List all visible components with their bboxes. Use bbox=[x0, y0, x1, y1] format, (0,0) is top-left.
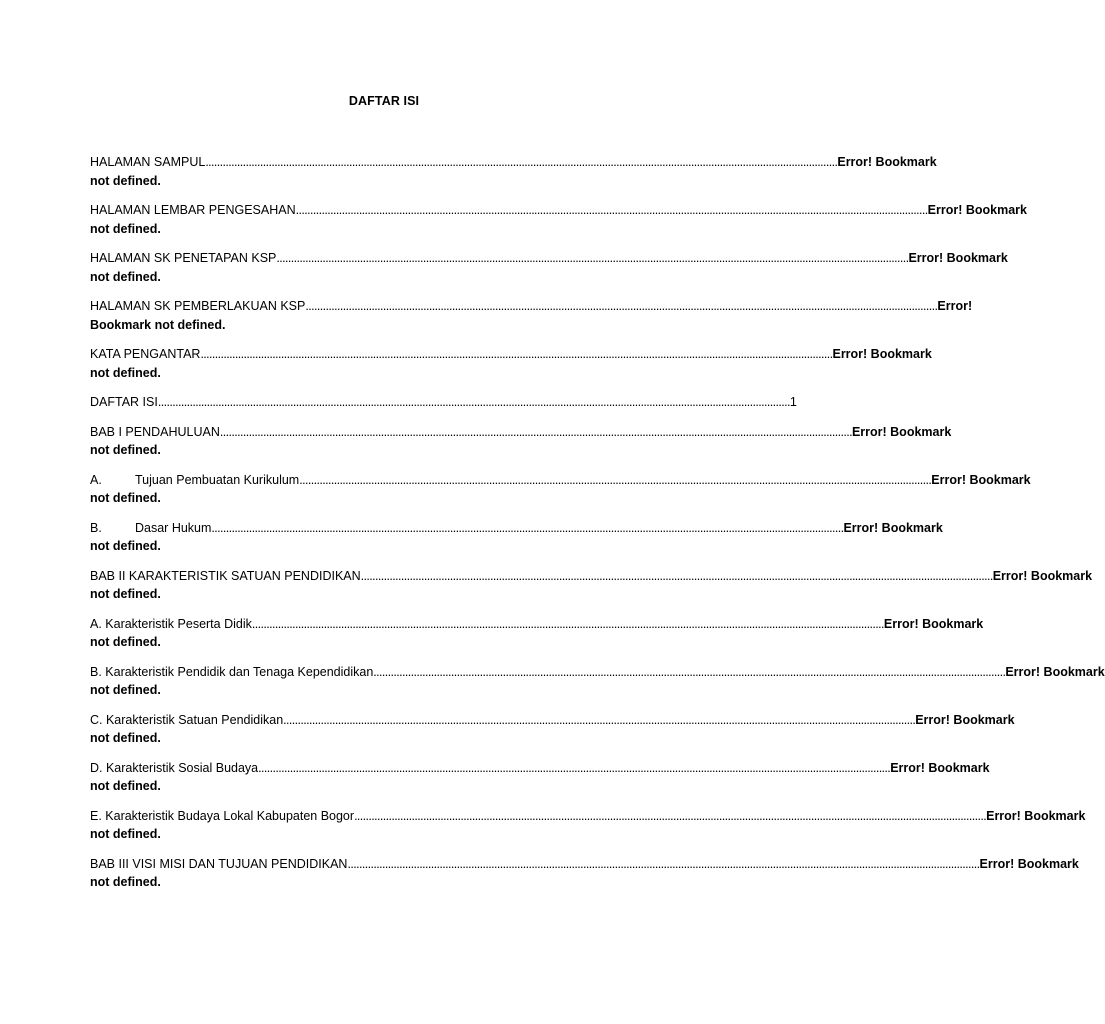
toc-error-continuation: not defined. bbox=[90, 683, 161, 697]
toc-error-continuation: not defined. bbox=[90, 365, 161, 380]
toc-label: E. Karakteristik Budaya Lokal Kabupaten Bogor bbox=[90, 808, 355, 823]
toc-label: A. Karakteristik Peserta Didik bbox=[90, 616, 252, 631]
toc-leader-dots: ............................................................................................................................................................................................................................ bbox=[305, 299, 938, 313]
toc-error-text: Error! Bookmark bbox=[851, 424, 952, 439]
toc-error-text: Error! Bookmark bbox=[986, 808, 1086, 823]
toc-entry-karakteristik-sosial-budaya bbox=[90, 759, 990, 796]
toc-entry-lembar-pengesahan bbox=[90, 201, 1027, 238]
toc-error-text: Error! bbox=[937, 299, 973, 313]
toc-error-continuation: not defined. bbox=[90, 827, 161, 841]
toc-entry-daftar-isi bbox=[90, 393, 797, 412]
toc-label: Dasar Hukum bbox=[135, 520, 212, 535]
toc-leader-dots: ............................................................................................................................................................................................................................ bbox=[205, 155, 838, 169]
toc-label: HALAMAN LEMBAR PENGESAHAN bbox=[90, 203, 296, 217]
toc-entry-halaman-sampul bbox=[90, 153, 937, 190]
toc-error-text: Error! Bookmark bbox=[890, 760, 990, 775]
toc-label: BAB II KARAKTERISTIK SATUAN PENDIDIKAN bbox=[90, 568, 361, 583]
toc-leader-dots: ............................................................................................................................................................................................................................ bbox=[354, 808, 987, 823]
toc-error-text: Error! Bookmark bbox=[979, 856, 1079, 871]
toc-label: HALAMAN SK PEMBERLAKUAN KSP bbox=[90, 299, 306, 313]
toc-entry-dasar-hukum bbox=[90, 519, 943, 556]
toc-error-continuation: not defined. bbox=[90, 731, 161, 745]
table-of-contents bbox=[90, 153, 1105, 903]
toc-leader-dots: ............................................................................................................................................................................................................................ bbox=[211, 520, 844, 535]
toc-entry-karakteristik-satuan-pendidikan bbox=[90, 711, 1015, 748]
toc-leader-dots: ............................................................................................................................................................................................................................ bbox=[251, 616, 884, 631]
toc-entry-bab-ii bbox=[90, 567, 1093, 604]
toc-entry-sk-pemberlakuan bbox=[90, 297, 973, 334]
toc-leader-dots: ............................................................................................................................................................................................................................ bbox=[258, 760, 891, 775]
toc-entry-karakteristik-peserta-didik bbox=[90, 615, 984, 652]
toc-error-continuation: not defined. bbox=[90, 779, 161, 793]
toc-page-number: 1 bbox=[789, 395, 797, 409]
toc-error-text: Error! Bookmark bbox=[837, 155, 937, 169]
toc-error-continuation: not defined. bbox=[90, 173, 161, 188]
page-title: DAFTAR ISI bbox=[348, 94, 420, 108]
toc-leader-dots: ............................................................................................................................................................................................................................ bbox=[200, 347, 833, 361]
toc-error-continuation: not defined. bbox=[90, 539, 161, 553]
toc-error-text: Error! Bookmark bbox=[1005, 664, 1105, 679]
toc-error-continuation: not defined. bbox=[90, 443, 161, 457]
toc-leader-dots: ............................................................................................................................................................................................................................ bbox=[299, 472, 932, 487]
toc-label: BAB III VISI MISI DAN TUJUAN PENDIDIKAN bbox=[90, 856, 348, 871]
toc-entry-tujuan-pembuatan-kurikulum bbox=[90, 471, 1031, 508]
toc-entry-sk-penetapan bbox=[90, 249, 1008, 286]
toc-label: HALAMAN SK PENETAPAN KSP bbox=[90, 251, 277, 265]
toc-error-continuation: Bookmark not defined. bbox=[90, 317, 226, 332]
toc-leader-dots: ............................................................................................................................................................................................................................ bbox=[219, 424, 852, 439]
toc-error-continuation: not defined. bbox=[90, 269, 161, 284]
toc-entry-bab-iii bbox=[90, 855, 1079, 892]
toc-leader-dots: ............................................................................................................................................................................................................................ bbox=[283, 712, 916, 727]
toc-error-continuation: not defined. bbox=[90, 875, 161, 889]
toc-error-continuation: not defined. bbox=[90, 635, 161, 649]
toc-entry-budaya-lokal-bogor bbox=[90, 807, 1086, 844]
toc-error-text: Error! Bookmark bbox=[843, 520, 943, 535]
toc-error-text: Error! Bookmark bbox=[832, 347, 932, 361]
toc-error-continuation: not defined. bbox=[90, 491, 161, 505]
toc-error-text: Error! Bookmark bbox=[915, 712, 1015, 727]
toc-prefix: B. bbox=[90, 520, 102, 535]
toc-leader-dots: ............................................................................................................................................................................................................................ bbox=[295, 203, 928, 217]
toc-error-text: Error! Bookmark bbox=[927, 203, 1027, 217]
toc-leader-dots: ............................................................................................................................................................................................................................ bbox=[360, 568, 993, 583]
toc-error-continuation: not defined. bbox=[90, 221, 161, 236]
toc-leader-dots: ............................................................................................................................................................................................................................ bbox=[157, 395, 790, 409]
toc-label: D. Karakteristik Sosial Budaya bbox=[90, 760, 259, 775]
toc-entry-karakteristik-pendidik bbox=[90, 663, 1105, 700]
toc-error-text: Error! Bookmark bbox=[883, 616, 984, 631]
toc-leader-dots: ............................................................................................................................................................................................................................ bbox=[373, 664, 1006, 679]
toc-label: BAB I PENDAHULUAN bbox=[90, 424, 220, 439]
toc-label: Tujuan Pembuatan Kurikulum bbox=[135, 472, 300, 487]
toc-leader-dots: ............................................................................................................................................................................................................................ bbox=[347, 856, 980, 871]
toc-label: C. Karakteristik Satuan Pendidikan bbox=[90, 712, 284, 727]
toc-entry-kata-pengantar bbox=[90, 345, 932, 382]
toc-error-text: Error! Bookmark bbox=[931, 472, 1031, 487]
toc-label: B. Karakteristik Pendidik dan Tenaga Kependidikan bbox=[90, 664, 374, 679]
toc-label: HALAMAN SAMPUL bbox=[90, 155, 206, 169]
toc-leader-dots: ............................................................................................................................................................................................................................ bbox=[276, 251, 909, 265]
toc-error-continuation: not defined. bbox=[90, 587, 161, 601]
toc-prefix: A. bbox=[90, 472, 102, 487]
toc-label: DAFTAR ISI bbox=[90, 395, 158, 409]
toc-error-text: Error! Bookmark bbox=[992, 568, 1093, 583]
toc-entry-bab-i bbox=[90, 423, 952, 460]
toc-label: KATA PENGANTAR bbox=[90, 347, 201, 361]
toc-error-text: Error! Bookmark bbox=[908, 251, 1008, 265]
